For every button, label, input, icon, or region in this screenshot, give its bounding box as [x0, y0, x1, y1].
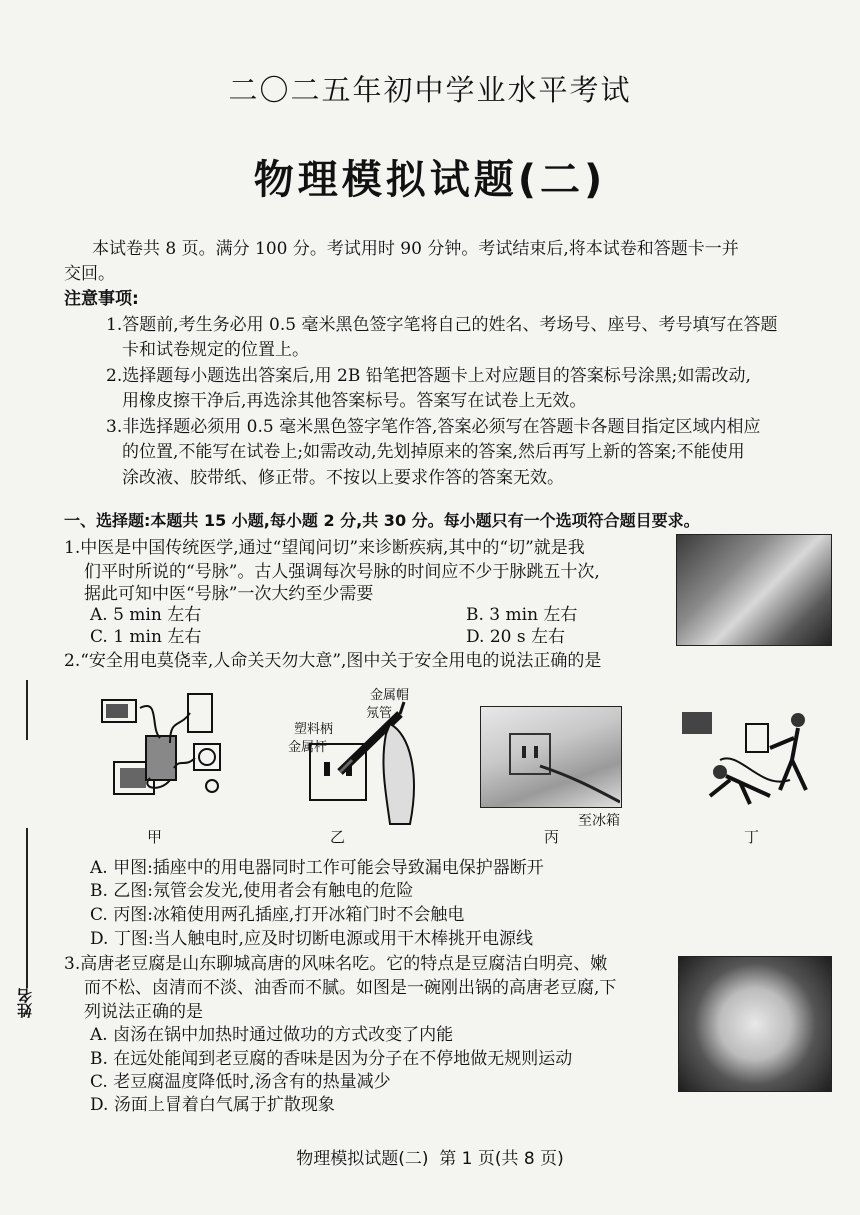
label-neon-tube: 氖管 — [366, 706, 393, 721]
figure-ding-electric-shock-rescue — [680, 700, 830, 810]
q1-stem: 据此可知中医“号脉”一次大约至少需要 — [84, 584, 374, 604]
paper-title: 物理模拟试题(二) — [253, 157, 607, 203]
label-plastic-handle: 塑料柄 — [294, 722, 334, 737]
note-line: 1.答题前,考生务必用 0.5 毫米黑色签字笔将自己的姓名、考场号、座号、考号填写在答题 — [106, 315, 778, 335]
q1-option-b: B. 3 min 左右 — [466, 605, 578, 625]
binding-line — [26, 828, 28, 988]
page-footer: 物理模拟试题(二) 第 1 页(共 8 页) — [296, 1149, 564, 1169]
intro-line: 本试卷共 8 页。满分 100 分。考试用时 90 分钟。考试结束后,将本试卷和答题卡一并 — [92, 239, 739, 259]
q3-option-b: B. 在远处能闻到老豆腐的香味是因为分子在不停地做无规则运动 — [90, 1049, 573, 1069]
q2-stem: 2.“安全用电莫侥幸,人命关天勿大意”,图中关于安全用电的说法正确的是 — [64, 651, 602, 671]
q1-option-c: C. 1 min 左右 — [90, 627, 202, 647]
note-line: 卡和试卷规定的位置上。 — [122, 340, 309, 360]
q2-option-b: B. 乙图:氖管会发光,使用者会有触电的危险 — [90, 881, 414, 901]
figure-caption: 甲 — [147, 828, 163, 846]
figure-caption: 丁 — [744, 828, 760, 846]
label-to-fridge: 至冰箱 — [578, 813, 620, 829]
q3-stem: 而不松、卤清而不淡、油香而不腻。如图是一碗刚出锅的高唐老豆腐,下 — [84, 978, 617, 998]
exam-title: 二〇二五年初中学业水平考试 — [228, 73, 632, 107]
label-metal-rod: 金属杆 — [288, 740, 328, 755]
note-line: 3.非选择题必须用 0.5 毫米黑色签字笔作答,答案必须写在答题卡各题目指定区域内相应 — [106, 417, 761, 437]
section-heading: 一、选择题:本题共 15 小题,每小题 2 分,共 30 分。每小题只有一个选项符合题目要求。 — [64, 511, 700, 530]
note-line: 涂改液、胶带纸、修正带。不按以上要求作答的答案无效。 — [122, 468, 564, 488]
tofu-bowl-photo — [678, 956, 832, 1092]
q2-option-c: C. 丙图:冰箱使用两孔插座,打开冰箱门时不会触电 — [90, 905, 465, 925]
figure-jia-overloaded-socket — [100, 688, 230, 808]
notes-heading: 注意事项: — [64, 289, 139, 309]
pulse-diagnosis-photo — [676, 534, 832, 646]
q2-option-a: A. 甲图:插座中的用电器同时工作可能会导致漏电保护器断开 — [90, 858, 544, 878]
label-metal-cap: 金属帽 — [370, 688, 410, 703]
q3-stem: 列说法正确的是 — [84, 1002, 203, 1022]
figure-caption: 乙 — [330, 828, 346, 846]
q3-option-d: D. 汤面上冒着白气属于扩散现象 — [90, 1095, 335, 1115]
q1-stem: 1.中医是中国传统医学,通过“望闻问切”来诊断疾病,其中的“切”就是我 — [64, 538, 585, 558]
note-line: 的位置,不能写在试卷上;如需改动,先划掉原来的答案,然后再写上新的答案;不能使用 — [122, 442, 745, 462]
binding-line — [26, 680, 28, 740]
figure-yi-test-pen — [290, 684, 440, 834]
note-line: 用橡皮擦干净后,再选涂其他答案标号。答案写在试卷上无效。 — [122, 391, 587, 411]
q3-stem: 3.高唐老豆腐是山东聊城高唐的风味名吃。它的特点是豆腐洁白明亮、嫩 — [64, 954, 608, 974]
q1-option-d: D. 20 s 左右 — [466, 627, 565, 647]
figure-bing-overlay — [480, 706, 620, 806]
note-line: 2.选择题每小题选出答案后,用 2B 铅笔把答题卡上对应题目的答案标号涂黑;如需改动, — [106, 366, 751, 386]
intro-line: 交回。 — [64, 264, 115, 284]
q3-option-a: A. 卤汤在锅中加热时通过做功的方式改变了内能 — [90, 1025, 454, 1045]
q1-option-a: A. 5 min 左右 — [90, 605, 202, 625]
name-field-label: 姓名 — [16, 988, 34, 1018]
figure-caption: 丙 — [544, 828, 560, 846]
q2-option-d: D. 丁图:当人触电时,应及时切断电源或用干木棒挑开电源线 — [90, 929, 533, 949]
q3-option-c: C. 老豆腐温度降低时,汤含有的热量减少 — [90, 1072, 391, 1092]
q1-stem: 们平时所说的“号脉”。古人强调每次号脉的时间应不少于脉跳五十次, — [84, 562, 600, 582]
